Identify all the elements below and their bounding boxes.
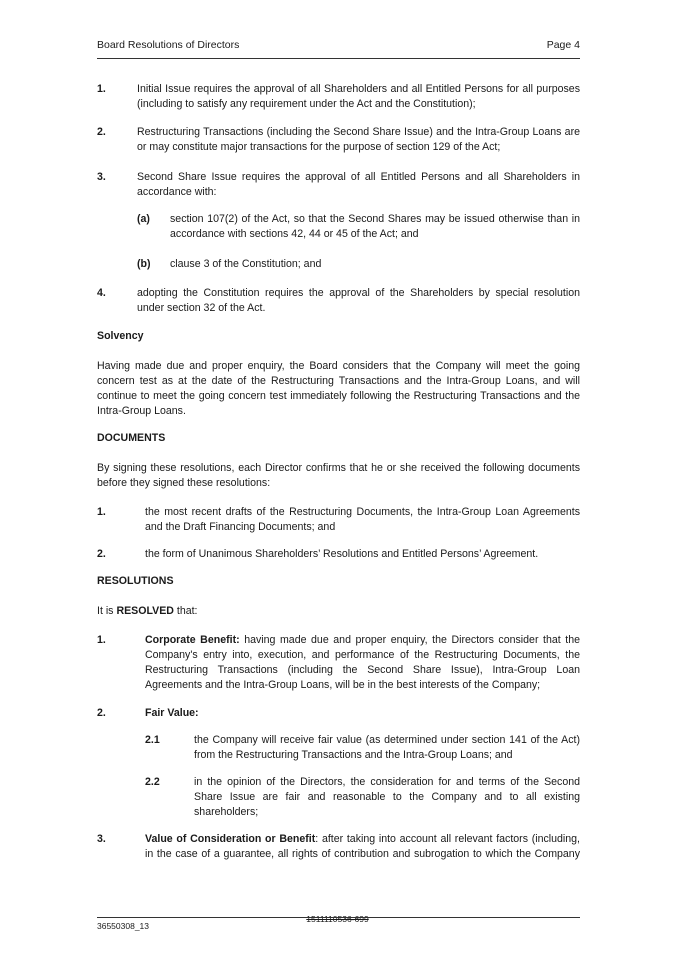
item-number: 2. xyxy=(97,126,106,138)
item-number: 2.2 xyxy=(145,776,160,788)
item-text: clause 3 of the Constitution; and xyxy=(170,258,322,270)
footer-center-id: 1511110536-699 xyxy=(306,914,369,924)
item-text: Initial Issue requires the approval of all Shareholders and all Entitled Persons for all purposes (including to satisfy any requirement under the Act and the Constitution); xyxy=(137,83,580,110)
section-heading-resolutions: RESOLUTIONS xyxy=(97,575,174,587)
item-number: 3. xyxy=(97,171,106,183)
item-text: the Company will receive fair value (as determined under section 141 of the Act) from the Restructuring Transactions and the Intra-Group Loans; and xyxy=(194,734,580,761)
item-number: 2.1 xyxy=(145,734,160,746)
item-text: Second Share Issue requires the approval of all Entitled Persons and all Shareholders in accordance with: xyxy=(137,171,580,198)
footer-doc-id: 36550308_13 xyxy=(97,921,150,931)
item-text: in the opinion of the Directors, the consideration for and terms of the Second Share Issue are fair and reasonable to the Company and to all existing shareholders; xyxy=(194,776,580,818)
item-text: adopting the Constitution requires the approval of the Shareholders by special resolution under section 32 of the Act. xyxy=(137,287,580,314)
item-number: (b) xyxy=(137,258,151,270)
item-number: 2. xyxy=(97,707,106,719)
resolutions-intro: It is RESOLVED that: xyxy=(97,605,198,617)
page-number: Page 4 xyxy=(546,39,580,51)
item-number: 1. xyxy=(97,634,106,646)
section-heading-solvency: Solvency xyxy=(97,330,144,342)
item-text: Fair Value: xyxy=(145,707,199,719)
solvency-paragraph: Having made due and proper enquiry, the Board considers that the Company will meet the going concern test as at the date of the Restructuring Transactions and the Intra-Group Loans, and will continue to meet the going concern test immediately following the Restructuring Transactions and the Intra-Group Loans. xyxy=(97,360,580,417)
footer-rule xyxy=(97,917,580,918)
item-number: 4. xyxy=(97,287,106,299)
item-text: section 107(2) of the Act, so that the Second Shares may be issued otherwise than in accordance with sections 42, 44 or 45 of the Act; and xyxy=(170,213,580,240)
documents-intro: By signing these resolutions, each Director confirms that he or she received the following documents before they signed these resolutions: xyxy=(97,462,580,489)
item-text: Restructuring Transactions (including the Second Share Issue) and the Intra-Group Loans are or may constitute major transactions for the purpose of section 129 of the Act; xyxy=(137,126,580,153)
item-number: (a) xyxy=(137,213,150,225)
item-number: 1. xyxy=(97,83,106,95)
section-heading-documents: DOCUMENTS xyxy=(97,432,166,444)
item-text: Corporate Benefit: having made due and proper enquiry, the Directors consider that the Company's entry into, execution, and performance of the Restructuring Documents, the Restructuring Transactions (including the Second Share Issue), Intra-Group Loan Agreements and the Intra-Group Loans, will be in the best interests of the Company; xyxy=(145,634,580,691)
item-text: the most recent drafts of the Restructuring Documents, the Intra-Group Loan Agreements and the Draft Financing Documents; and xyxy=(145,506,580,533)
item-text: the form of Unanimous Shareholders’ Resolutions and Entitled Persons’ Agreement. xyxy=(145,548,539,560)
item-text: Value of Consideration or Benefit: after taking into account all relevant factors (including, in the case of a guarantee, all rights of contribution and subrogation to which the Company xyxy=(145,833,580,860)
header-rule xyxy=(97,58,580,59)
item-number: 3. xyxy=(97,833,106,845)
header-title: Board Resolutions of Directors xyxy=(97,39,240,51)
item-number: 2. xyxy=(97,548,106,560)
item-number: 1. xyxy=(97,506,106,518)
